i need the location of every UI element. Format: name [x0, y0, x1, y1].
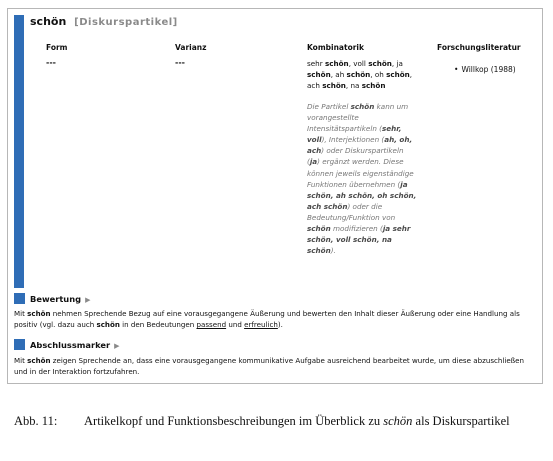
- highlighted-term: schön: [346, 70, 371, 79]
- varianz-value: ---: [175, 58, 185, 67]
- figure-label: Abb. 11:: [14, 414, 58, 428]
- highlighted-term: schön: [386, 70, 410, 79]
- column-header-kombinatorik: Kombinatorik: [307, 43, 364, 52]
- highlighted-term: schön: [307, 70, 331, 79]
- text-segment: , ja: [391, 59, 403, 68]
- highlighted-term: schön: [27, 309, 51, 318]
- form-value: ---: [46, 58, 56, 67]
- literature-item-label: Willkop (1988): [461, 65, 516, 74]
- text-segment: zeigen Sprechende an, dass eine vorausgegangene kommunikative Aufgabe ausreichend bearbeitet wurde, um diese abzuschließen und in der Interaktion fortzufahren.: [14, 356, 525, 376]
- caption-text-end: als Diskurspartikel: [412, 414, 510, 428]
- text-segment: Die Partikel: [307, 102, 351, 111]
- highlighted-term: ja schön, ah schön, oh schön, ach schön: [307, 179, 417, 211]
- highlighted-term: schön: [368, 59, 392, 68]
- text-segment: ) oder Diskurspartikeln (: [307, 146, 404, 167]
- highlighted-term: schön: [324, 59, 349, 68]
- entry-accent-bar: [14, 15, 24, 288]
- highlighted-term: schön: [361, 81, 386, 90]
- text-segment: und: [226, 320, 245, 329]
- highlighted-term: sehr, voll: [307, 124, 402, 145]
- highlighted-term: schön: [322, 81, 346, 90]
- highlighted-term: ja sehr schön, voll schön, na schön: [307, 224, 411, 256]
- highlighted-term: schön: [96, 320, 120, 329]
- meaning-link[interactable]: passend: [196, 320, 227, 329]
- highlighted-term: ja: [309, 157, 318, 167]
- section-title-bewertung: Bewertung: [30, 294, 82, 304]
- highlighted-term: ah, oh, ach: [307, 135, 413, 156]
- text-segment: ) oder die Bedeutung/Funktion von: [307, 201, 396, 222]
- expand-arrow-icon: ▶: [85, 296, 91, 304]
- caption-text-start: Artikelkopf und Funktionsbeschreibungen im Überblick zu: [84, 414, 384, 428]
- figure-caption-text: [84, 414, 544, 429]
- section-text-bewertung: [14, 308, 536, 330]
- kombinatorik-note: [307, 101, 417, 256]
- text-segment: , na: [345, 81, 362, 90]
- text-segment: in den Bedeutungen: [119, 320, 197, 329]
- text-segment: kann um vorangestellte Intensitätspartikeln (: [307, 102, 409, 134]
- text-segment: , voll: [348, 59, 369, 68]
- column-header-varianz: Varianz: [175, 43, 207, 52]
- section-text-abschlussmarker: [14, 355, 536, 377]
- section-marker-icon: [14, 293, 25, 304]
- bullet-icon: •: [454, 65, 459, 74]
- highlighted-term: schön: [307, 224, 331, 234]
- text-segment: , oh: [370, 70, 387, 79]
- section-toggle-abschlussmarker[interactable]: [30, 340, 120, 350]
- text-segment: modifizieren (: [330, 224, 383, 234]
- entry-header: [30, 15, 178, 28]
- kombinatorik-list: [307, 58, 425, 91]
- literature-item[interactable]: [454, 65, 516, 74]
- text-segment: nehmen Sprechende Bezug auf eine vorausgegangene Äußerung und bewerten den Inhalt dieser Äußerung oder eine Handlung als positiv (vgl. dazu auch: [14, 309, 520, 329]
- text-segment: ), Interjektionen (: [321, 135, 385, 145]
- text-segment: Mit: [14, 309, 28, 318]
- text-segment: ) ergänzt werden. Diese können jeweils eigenständige Funktionen übernehmen (: [307, 157, 414, 189]
- highlighted-term: schön: [27, 356, 51, 365]
- section-title-abschlussmarker: Abschlussmarker: [30, 340, 111, 350]
- text-segment: sehr: [307, 59, 325, 68]
- column-header-forschungsliteratur: Forschungsliteratur: [437, 43, 521, 52]
- expand-arrow-icon: ▶: [114, 342, 120, 350]
- text-segment: ).: [330, 246, 336, 256]
- column-header-form: Form: [46, 43, 68, 52]
- text-segment: , ah: [330, 70, 347, 79]
- dictionary-entry-panel: [7, 8, 543, 384]
- section-toggle-bewertung[interactable]: [30, 294, 90, 304]
- caption-text-italic: schön: [383, 414, 413, 428]
- text-segment: ).: [277, 320, 283, 329]
- entry-part-of-speech: [Diskurspartikel]: [74, 17, 178, 28]
- highlighted-term: schön: [350, 102, 375, 111]
- meaning-link[interactable]: erfreulich: [244, 320, 278, 329]
- section-marker-icon: [14, 339, 25, 350]
- text-segment: , ach: [307, 70, 413, 90]
- entry-word: schön: [30, 15, 67, 28]
- text-segment: Mit: [14, 356, 28, 365]
